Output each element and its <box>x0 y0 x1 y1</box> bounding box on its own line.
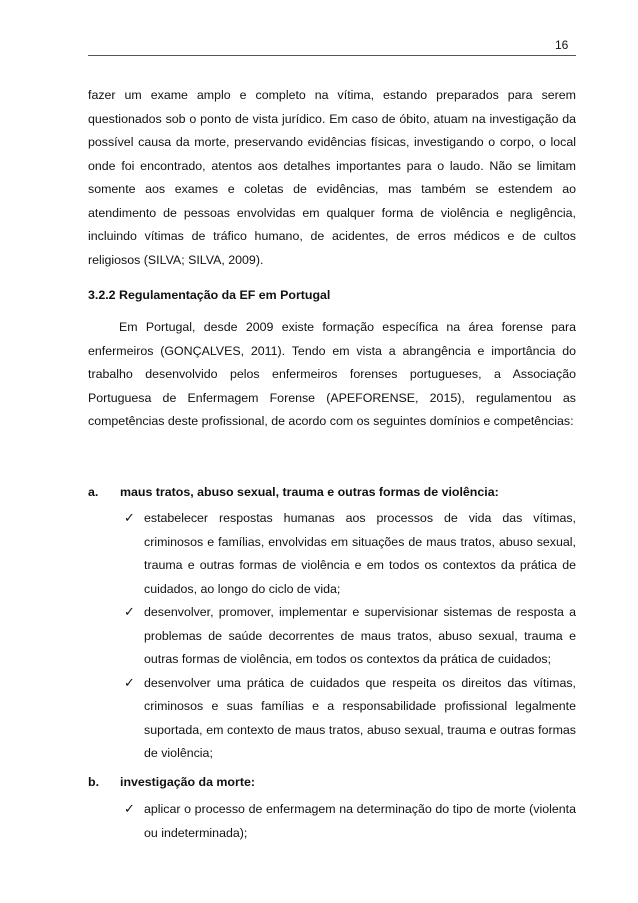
list-item-text: aplicar o processo de enfermagem na determinação do tipo de morte (violenta ou indeterminada); <box>144 802 576 840</box>
checkmark-icon: ✓ <box>124 802 135 817</box>
list-item <box>124 672 576 766</box>
domain-heading <box>88 485 499 499</box>
domain-title: maus tratos, abuso sexual, trauma e outras formas de violência: <box>120 485 499 499</box>
body-paragraph: fazer um exame amplo e completo na vítima, estando preparados para serem questionados sob o ponto de vista jurídico. Em caso de óbito, atuam na investigação da possível causa da morte, preservando evidências físicas, investigando o corpo, o local onde foi encontrado, atentos aos detalhes importantes para o laudo. Não se limitam somente aos exames e coletas de evidências, mas também se estendem ao atendimento de pessoas envolvidas em qualquer forma de violência e negligência, incluindo vítimas de tráfico humano, de acidentes, de erros médicos e de cultos religiosos (SILVA; SILVA, 2009). <box>88 88 576 267</box>
list-item-text: estabelecer respostas humanas aos processos de vida das vítimas, criminosos e famílias, envolvidas em situações de maus tratos, abuso sexual, trauma e outras formas de violência e em todos os contextos da prática de cuidados, ao longo do ciclo de vida; <box>144 511 576 596</box>
list-item <box>124 601 576 672</box>
checkmark-icon: ✓ <box>124 511 135 526</box>
list-item-text: desenvolver uma prática de cuidados que respeita os direitos das vítimas, criminosos e suas famílias e a responsabilidade profissional legalmente suportada, em contexto de maus tratos, abuso sexual, trauma e outras formas de violência; <box>144 675 576 760</box>
competency-list <box>124 798 576 845</box>
body-paragraph: Em Portugal, desde 2009 existe formação específica na área forense para enfermeiros (GONÇALVES, 2011). Tendo em vista a abrangência e importância do trabalho desenvolvido pelos enfermeiros forenses portugueses, a Associação Portuguesa de Enfermagem Forense (APEFORENSE, 2015), regulamentou as competências deste profissional, de acordo com os seguintes domínios e competências: <box>88 320 576 428</box>
competency-list <box>124 507 576 766</box>
checkmark-icon: ✓ <box>124 675 135 691</box>
list-item-text: desenvolver, promover, implementar e supervisionar sistemas de resposta a problemas de saúde decorrentes de maus tratos, abuso sexual, trauma e outras formas de violência, em todos os contextos da prática de cuidados; <box>144 605 576 666</box>
list-item <box>124 507 576 601</box>
list-item <box>124 798 576 845</box>
checkmark-icon: ✓ <box>124 605 135 620</box>
domain-letter: b. <box>88 775 100 789</box>
header-divider <box>88 55 576 56</box>
section-heading: 3.2.2 Regulamentação da EF em Portugal <box>88 288 331 302</box>
page-number: 16 <box>555 38 569 52</box>
domain-title: investigação da morte: <box>120 775 255 789</box>
domain-heading <box>88 775 255 789</box>
domain-letter: a. <box>88 485 99 499</box>
